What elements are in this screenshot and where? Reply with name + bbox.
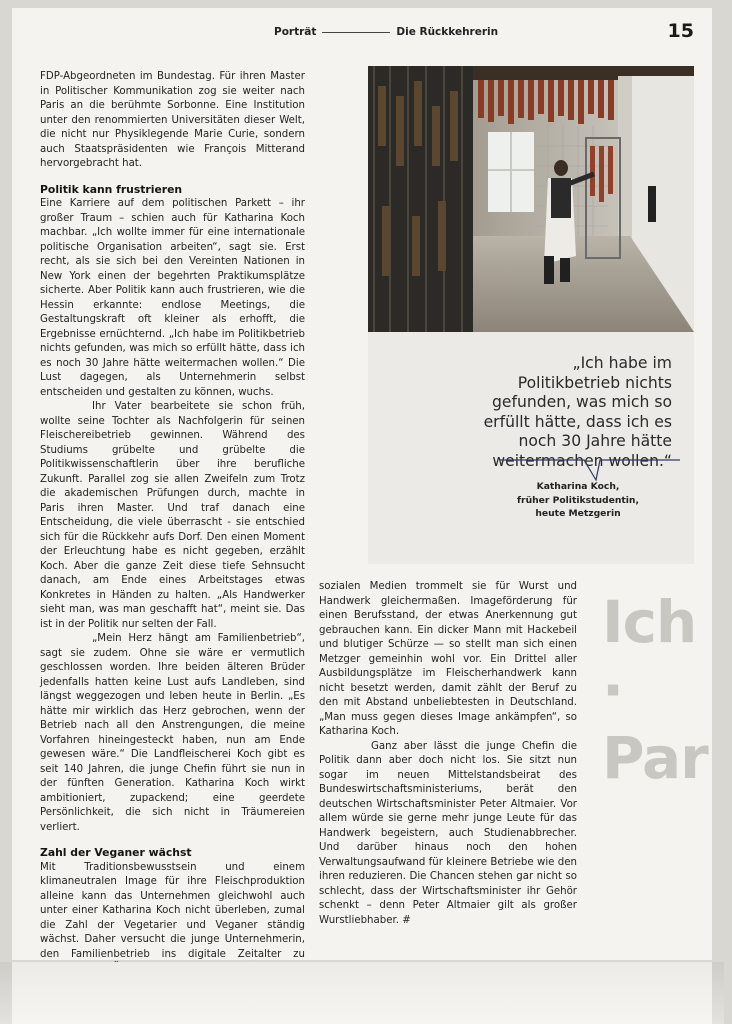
photo-illustration <box>368 66 694 332</box>
paragraph: sozialen Medien trommelt sie für Wurst und Handwerk gleichermaßen. Imageförderung für einen Berufsstand, der etwas Anerkennung gut gebrauchen kann. Ein dicker Mann mit Hackebeil und blutiger Schürze — so stellt man sich einen Metzger gemeinhin wohl vor. Ein Drittel aller Ausbildungsplätze im Fleischerhandwerk kann nicht besetzt werden, damit zählt der Beruf zu den mit Abstand unbeliebtesten in Deutschland. „Man muss gegen dieses Image ankämpfen“, so Katharina Koch. <box>319 581 577 737</box>
paragraph: Eine Karriere auf dem politischen Parkett – ihr großer Traum – schien auch für Katharina Koch machbar. „Ich wollte immer für eine internationale politische Organisation arbeiten“, sagt sie. Erst recht, als sie sich bei den Vereinten Nationen in New York einen der begehrten Praktikumsplätze sicherte. Aber Politik kann auch frustrieren, wie die Hessin erkannte: endlose Meetings, die Gestaltungskraft oft kleiner als erhofft, die Ergebnisse ernüchternd. „Ich habe im Politikbetrieb nichts gefunden, was mich so erfüllt hätte, dass ich es noch 30 Jahre hätte weitermachen wollen.“ Die Lust dagegen, als Unternehmerin selbst entscheiden und gestalten zu können, wuchs. <box>40 198 305 398</box>
section-label: Porträt <box>274 26 317 38</box>
header-rule <box>322 32 390 33</box>
paragraph: Mit Traditionsbewusstsein und einem klimaneutralen Image für ihre Fleischproduktion alleine kann das Unternehmen gleichwohl auch unter einer Katharina Koch nicht überleben, zumal die Zahl der Vegetarier und Veganer ständig wächst. Daher versucht die junge Unternehmerin, den Familienbetrieb ins digitale Zeitalter zu <box>40 861 305 960</box>
right-text-column <box>319 580 577 928</box>
next-page-edge <box>12 962 712 1024</box>
magazine-page <box>12 8 712 960</box>
running-header <box>274 24 594 40</box>
subheading-politik: Politik kann frustrieren <box>40 182 183 196</box>
paragraph: Ganz aber lässt die junge Chefin die Politik dann aber doch nicht los. Sie sitzt nun sogar im neuen Mittelstandsbeirat des Bundeswirtschaftsministeriums, berät den deutschen Wirtschaftsminister Peter Altmaier. Vor allem würde sie gerne mehr junge Leute für das Handwerk begeistern, auch Studienabbrecher. Und darüber hinaus noch den hohen Verwaltungsaufwand für kleinere Betriebe wie den ihren reduzieren. Die Chancen stehen gar nicht so schlecht, dass der Wirtschaftsminister ihr Gehör schenkt – denn Peter Altmaier gilt als großer Wurstliebhaber. # <box>319 740 577 926</box>
subheading-veganer: Zahl der Veganer wächst <box>40 846 192 859</box>
attribution-line: heute Metzgerin <box>535 508 621 519</box>
pull-quote: „Ich habe im Politikbetrieb nichts gefunden, was mich so erfüllt hätte, dass ich es noch 30 Jahre hätte weitermachen wollen.“ <box>483 354 672 470</box>
butcher-shop-photo <box>368 66 694 332</box>
attribution-name: Katharina Koch, <box>536 481 620 492</box>
left-text-column <box>40 70 305 977</box>
quote-attribution <box>478 480 678 521</box>
paragraph: Ihr Vater bearbeitete sie schon früh, wollte seine Tochter als Nachfolgerin für seinen Fleischereibetrieb gewinnen. Während des Studiums grübelte und grübelte die Politikwissenschaftlerin über ihre berufliche Zukunft. Parallel zog sie allen Zweifeln zum Trotz die akademischen Prüfungen durch, machte in Paris ihren Master. Und traf danach eine Entscheidung, die viele überrascht - sie entschied sich für die Rückkehr aufs Dorf. Den einen Moment der Erleuchtung habe es nicht gegeben, erzählt Koch. Aber die ganze Zeit diese tiefe Sehnsucht danach, am Ende eines Arbeitstages etwas Konkretes in Händen zu halten. „Als Handwerker sieht man, was man geschafft hat“, meint sie. Das ist in der Politik nur selten der Fall. <box>40 401 305 630</box>
paragraph: FDP-Abgeordneten im Bundestag. Für ihren Master in Politischer Kommunikation zog sie weiter nach Paris an die berühmte Sorbonne. Eine Institution unter den renommierten Universitäten dieser Welt, die nicht nur Physiklegende Marie Curie, sondern auch Staatspräsidenten wie François Mitterand hervorgebracht hat. <box>40 71 305 169</box>
pull-quote-box <box>368 332 694 564</box>
attribution-line: früher Politikstudentin, <box>517 494 639 506</box>
scan-bottom-edge <box>0 962 724 1024</box>
paragraph: „Mein Herz hängt am Familienbetrieb“, sagt sie zudem. Ohne sie wäre er vermutlich geschlossen worden. Ihre beiden älteren Brüder jedenfalls hatten keine Lust aufs Landleben, sind längst weggezogen und leben heute in Berlin. „Es hätte mir wirklich das Herz gebrochen, wenn der Betrieb nach all den Anstrengungen, die meine Vorfahren hineingesteckt haben, nun am Ende gewesen wäre.“ Die Landfleischerei Koch gibt es seit 140 Jahren, die junge Chefin führt sie nun in der fünften Generation. Katharina Koch wirkt ambitioniert, zupackend; eine geerdete Persönlichkeit, die sich nicht in Träumereien verliert. <box>40 633 305 833</box>
article-title: Die Rückkehrerin <box>396 26 499 38</box>
page-number: 15 <box>667 20 694 42</box>
show-through-headline: Ich · Par <box>602 588 708 792</box>
